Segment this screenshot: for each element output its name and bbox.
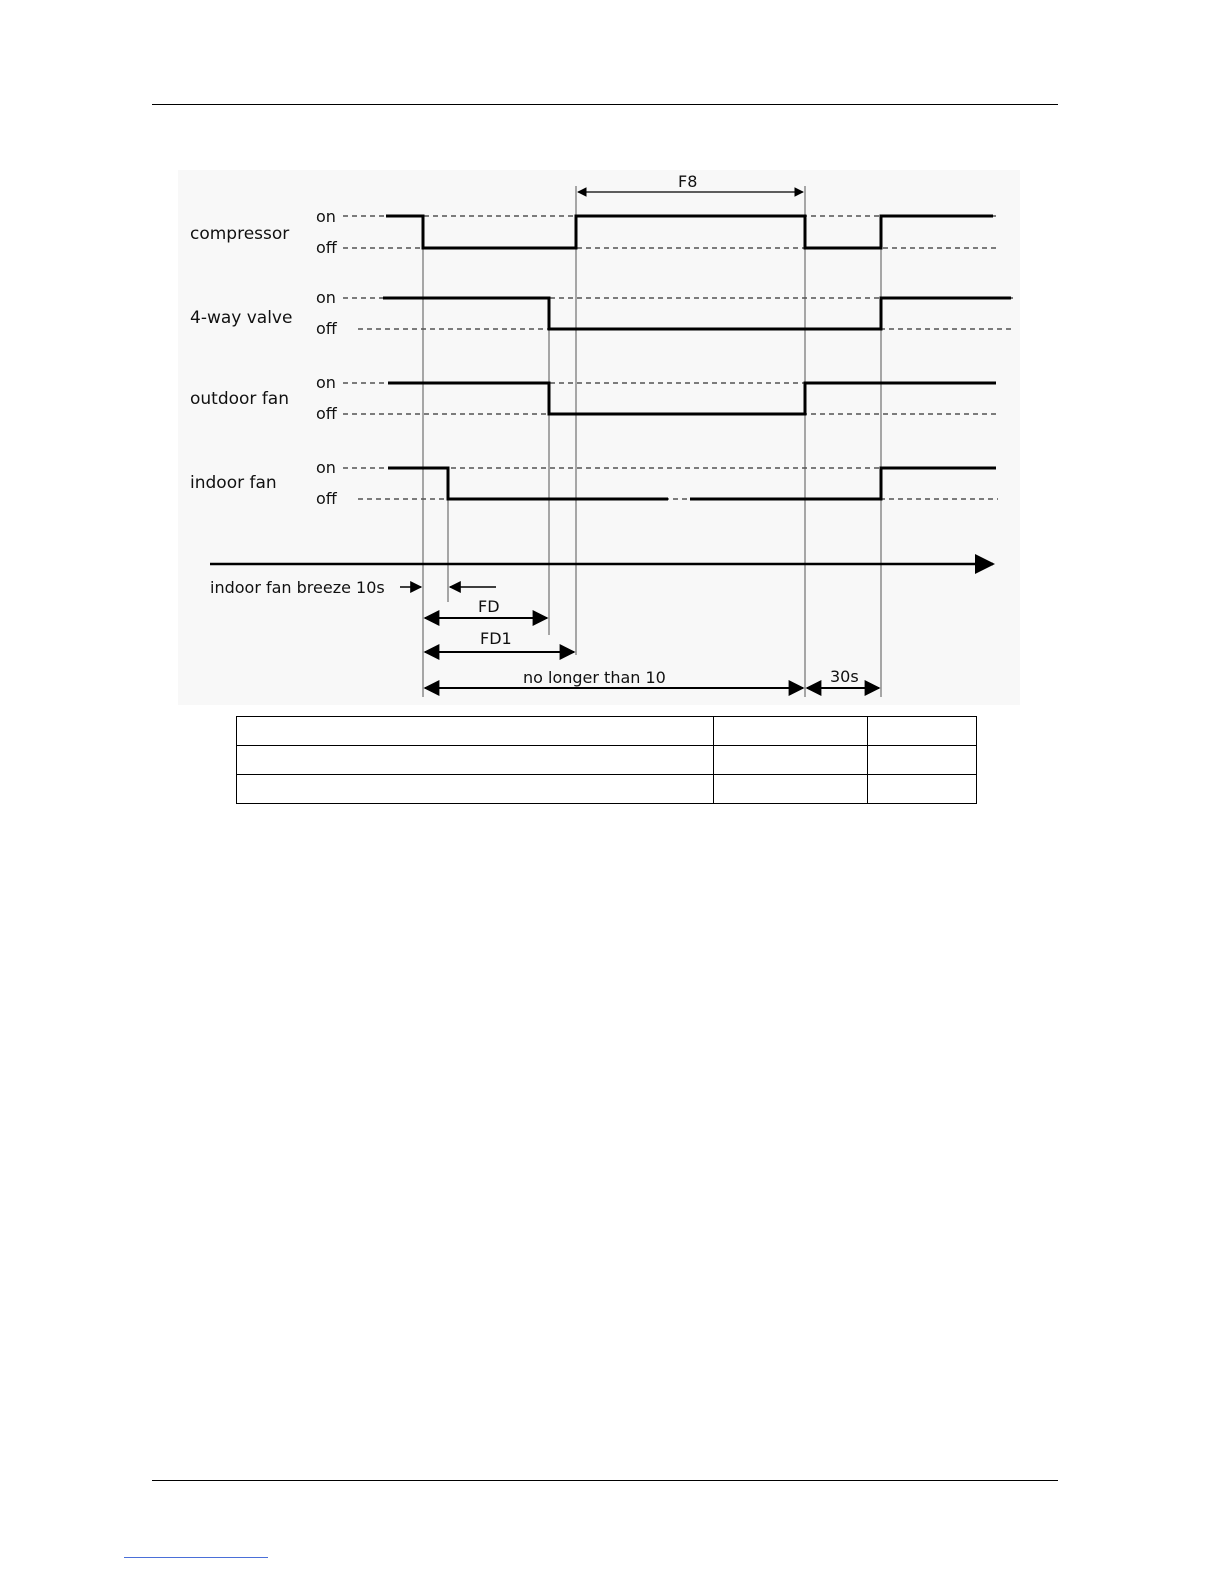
- signal-name-indoor-fan: indoor fan: [190, 473, 277, 493]
- timing-diagram-svg: [178, 170, 1020, 705]
- indoor-fan-waveform-a: [388, 468, 668, 499]
- table-cell: [237, 717, 714, 746]
- table-cell: [868, 717, 977, 746]
- table-cell: [868, 775, 977, 804]
- table-row: [237, 775, 977, 804]
- fd1-label: FD1: [480, 629, 512, 648]
- fd-label: FD: [478, 597, 500, 616]
- table-cell: [714, 717, 868, 746]
- waveforms: [383, 216, 1011, 499]
- table-cell: [714, 746, 868, 775]
- outdoor-fan-on-label: on: [316, 373, 336, 392]
- table-cell: [714, 775, 868, 804]
- f8-label: F8: [678, 172, 698, 191]
- indoor-fan-off-label: off: [316, 489, 337, 508]
- footer-rule: [152, 1480, 1058, 1481]
- signal-name-outdoor-fan: outdoor fan: [190, 389, 290, 409]
- time-guides: [423, 186, 881, 697]
- breeze-label: indoor fan breeze 10s: [210, 578, 385, 597]
- valve-waveform: [383, 298, 1011, 329]
- compressor-on-label: on: [316, 207, 336, 226]
- indoor-fan-waveform-b: [690, 468, 996, 499]
- header-rule: [152, 104, 1058, 105]
- no-longer-label: no longer than 10: [523, 668, 666, 687]
- valve-off-label: off: [316, 319, 337, 338]
- signal-name-4-way-valve: 4-way valve: [190, 308, 293, 328]
- table-row: [237, 717, 977, 746]
- t30s-label: 30s: [830, 667, 859, 686]
- table-row: [237, 746, 977, 775]
- table-cell: [237, 746, 714, 775]
- table-cell: [237, 775, 714, 804]
- defrost-timing-diagram: [178, 170, 1020, 705]
- table-cell: [868, 746, 977, 775]
- reference-levels: [343, 216, 1013, 499]
- outdoor-fan-waveform: [388, 383, 996, 414]
- signal-name-compressor: compressor: [190, 224, 290, 244]
- parameter-table: [236, 716, 977, 804]
- compressor-waveform: [386, 216, 993, 248]
- indoor-fan-on-label: on: [316, 458, 336, 477]
- footer-link-underline[interactable]: [124, 1557, 268, 1558]
- outdoor-fan-off-label: off: [316, 404, 337, 423]
- compressor-off-label: off: [316, 238, 337, 257]
- valve-on-label: on: [316, 288, 336, 307]
